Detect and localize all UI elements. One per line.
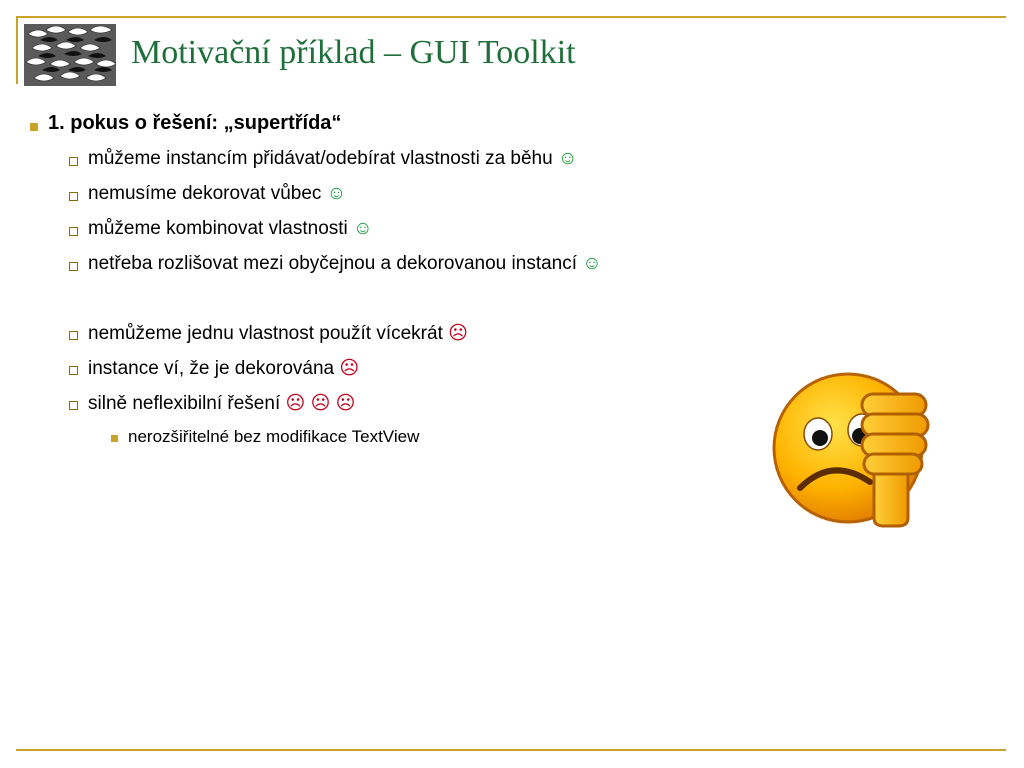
list-item: nemůžeme jednu vlastnost použít vícekrát ☹ [88, 323, 468, 344]
bullet-square-icon [30, 123, 38, 131]
hollow-square-bullet-icon [69, 331, 78, 340]
frown-icon: ☹ ☹ ☹ [285, 393, 356, 414]
smiley-icon: ☺ [326, 183, 347, 204]
list-item: můžeme kombinovat vlastnosti ☺ [88, 218, 373, 239]
escher-pattern-logo [24, 24, 116, 86]
list-item: netřeba rozlišovat mezi obyčejnou a dekorovanou instancí ☺ [88, 253, 602, 274]
bullet-square-icon [111, 435, 118, 442]
hollow-square-bullet-icon [69, 157, 78, 166]
list-item: můžeme instancím přidávat/odebírat vlastnosti za běhu ☺ [88, 148, 578, 169]
hollow-square-bullet-icon [69, 366, 78, 375]
hollow-square-bullet-icon [69, 227, 78, 236]
smiley-icon: ☺ [353, 218, 373, 239]
hollow-square-bullet-icon [69, 262, 78, 271]
sub-list-item: nerozšiřitelné bez modifikace TextView [128, 427, 420, 446]
hollow-square-bullet-icon [69, 192, 78, 201]
smiley-icon: ☺ [557, 148, 578, 169]
frown-icon: ☹ [339, 358, 360, 379]
frame-left-line [16, 16, 18, 84]
smiley-icon: ☺ [582, 253, 602, 274]
frame-bottom-line [16, 749, 1006, 751]
list-item: instance ví, že je dekorována ☹ [88, 358, 360, 379]
hollow-square-bullet-icon [69, 401, 78, 410]
list-item: silně neflexibilní řešení ☹ ☹ ☹ [88, 393, 356, 414]
main-bullet-heading: 1. pokus o řešení: „supertřída“ [48, 112, 342, 134]
list-item: nemusíme dekorovat vůbec ☺ [88, 183, 347, 204]
frame-top-line [16, 16, 1006, 18]
sad-thumbs-down-face-icon [770, 368, 940, 530]
slide-title: Motivační příklad – GUI Toolkit [131, 34, 576, 71]
frown-icon: ☹ [448, 323, 468, 344]
